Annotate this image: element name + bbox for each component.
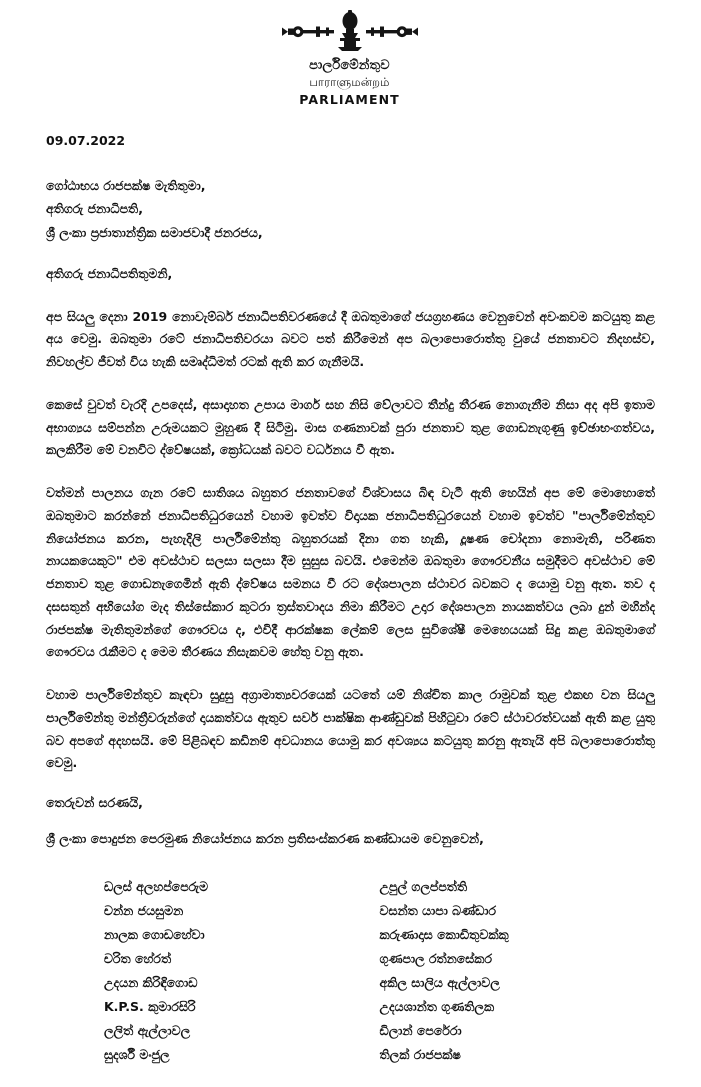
letter-date: 09.07.2022 — [46, 133, 126, 149]
paragraph-run: කෙසේ වුවත් වැරදි උපදෙස්, අසාදාහත උපාය මාර්ග සහ නිසි වේලාවට තීන්දු තීරණ නොගැනීම නිසා අද අපි ඉතාම අභාග්‍යය සම්පන්න උරුමයකට මුහුණ දී සිටිමු. මාස ගණනාවක් පුරා ජනතාව තුළ ගොඩනැගුණු ඉච්ඡාභංගත්වය, කලකිරීම මේ වනවිට ද්වේෂයක්, ක්‍රෝධයක් බවට වර්ධනය වී ඇත. — [46, 396, 655, 458]
address-line: ගෝඨාභය රාජපක්ෂ මැතිතුමා, — [46, 178, 206, 194]
address-line: ශ්‍රී ලංකා ප්‍රජාතාන්ත්‍රික සමාජවාදී ජනරජය, — [46, 224, 263, 240]
paragraph-run: වත්මන් පාලනය ගැන රටේ සාතිශය බහුතර ජනතාවගේ විශ්වාසය බිඳ වැටී ඇති හෙයින් අප මේ — [46, 485, 593, 501]
paragraph-run: අප සියලු දෙනා 2019 නොවැම්බර් ජනාධිපතිවරණයේ දී ඔබතුමාගේ ජයග්‍රහණය වෙනුවෙන් අවංකවම කටයුතු කළ අය වෙමු. ඔබතුමා රටේ ජනාධිපතිවරයා බවට පත් කිරීමෙන් අප බලාපොරොත්තු වුයේ ජනතාවට නිදහස්ව, නිවහල්ව ජීවත් විය හැකි සමෘද්ධිමත් රටක් ඇති කර ගැනීමයි. — [46, 308, 655, 370]
signatory-name: වසන්ත යාපා බණ්ඩාර — [379, 903, 497, 919]
body-paragraph-1 — [46, 306, 655, 374]
signatory-name: චන්න ජයසුමන — [104, 903, 184, 919]
letterhead-sinhala: පාර්ලිමේන්තුව — [309, 58, 390, 73]
signatory-name: K.P.S. කුමාරසිරි — [104, 999, 196, 1015]
body-paragraph-4 — [46, 684, 655, 775]
address-line: අතිගරු ජනාධිපති, — [46, 201, 143, 217]
parliament-mace-emblem-icon — [270, 10, 430, 54]
signatory-name: ලලිත් ඇල්ලාවල — [104, 1023, 191, 1039]
signatory-name: තිලක් රාජපක්ෂ — [379, 1047, 461, 1063]
salutation: අතිගරු ජනාධිපතිතුමනි, — [46, 265, 173, 281]
body-paragraph-2 — [46, 394, 655, 462]
paragraph-run-emphasis: මොහොතේ ඔබතුමාට කරන්නේ ජනාධිපතිධුරයෙන් වහාම ඉවත්ව — [46, 485, 655, 523]
signatory-name: නාලක ගොඩහේවා — [104, 927, 205, 943]
recipient-address — [46, 174, 655, 243]
signatory-name: කරුණාදාස කොඩිතුවක්කු — [379, 927, 509, 943]
signatory-name: අකිල සාලිය ඇල්ලාවල — [379, 975, 500, 991]
signatory-column-left — [104, 875, 380, 1067]
paragraph-run: විදායක ජනාධිපතිධුරයෙන් වහාම ඉවත්ව "පාර්ලිමේන්තුව නියෝජනය කරන, පැහැදිලි පාර්ලිමේන්තු බහුතරයක් දිනා ගත හැකි, දූෂණ චෝදනා නොමැති, පරිණත නායකයෙකුට" එම අවස්ථාව සලසා සලසා දීම සුසුස බවයි. එමෙන්ම ඔබතුමා ගෞරවනීය සමුදීමට අවස්ථාව මේ ජනතාව තුළ ගොඩනැගෙමින් ඇති ද්වේෂය සමනය වී රට දේශපාලන ස්ථාවර බවකට ද යොමු වනු ඇත. තව ද දසසතුන් අභියෝග මැද තිස්සේකාර කුටරා ත්‍රස්තවාදය නිමා කිරීමට උදාර දේශපාලන නායකත්වය ලබා දුන් මහින්ද රාජපක්ෂ මැතිතුමන්ගේ ගෞරවය ද, එවිදී ආරක්ෂක ලේකම් ලෙස සුවිශේෂී මෙහෙයයක් සිදු කළ ඔබතුමාගේ ගෞරවය රැකීමට ද මෙම තීරණය නිසැකවම හේතු වනු ඇත. — [46, 507, 655, 660]
paragraph-run: වහාම පාර්ලිමේන්තුව කැඳවා සුදුසු අග්‍රාමාත්‍යවරයෙක් යටතේ යම් නිශ්චිත කාල රාමුවක් තුළ එකඟ වන සියලු පාර්ලිමේන්තු මන්ත්‍රීවරුන්ගේ දායකත්වය ඇතුව සර්ව පාක්ෂික ආණ්ඩුවක් පිහිටුවා රටේ ස්ථාවරත්වයක් ඇති කළ යුතු බව අපගේ අදහසයි. මේ පිළිබඳව කඩිනම් අවධානය යොමු කර අවශ්‍යය කටයුතු කරනු ඇතැයි අපි බලාපොරොත්තු වෙමු. — [46, 687, 655, 771]
signatory-name: ඩලස් අලහප්පෙරුම — [104, 879, 209, 895]
closing-line: තෙරුවන් සරණයි, — [46, 795, 143, 811]
letterhead-tamil: பாராளுமன்றம் — [309, 75, 390, 90]
signatory-name: උපුල් ගලප්පත්ති — [379, 879, 468, 895]
signatory-name: චරිත හේරත් — [104, 951, 172, 967]
signatory-name: ඩිලාන් පෙරේරා — [379, 1023, 462, 1039]
signatory-column-right — [380, 875, 656, 1067]
signatories-block — [104, 875, 655, 1067]
body-paragraph-3 — [46, 482, 655, 664]
signatory-name: උදයන කිරිඳිගොඩ — [104, 975, 198, 991]
letterhead — [44, 10, 655, 107]
letterhead-english: PARLIAMENT — [299, 91, 400, 107]
signatory-name: ගුණපාල රත්නසේකර — [379, 951, 492, 967]
signatory-name: සුදර්ශී මංජුල — [104, 1047, 170, 1063]
signatory-name: උදයශාන්ත ගුණතිලක — [379, 999, 495, 1015]
on-behalf-line: ශ්‍රී ලංකා පොදුජන පෙරමුණ නියෝජනය කරන ප්‍රතිසංස්කරණ කණ්ඩායම වෙනුවෙන්, — [46, 831, 484, 847]
